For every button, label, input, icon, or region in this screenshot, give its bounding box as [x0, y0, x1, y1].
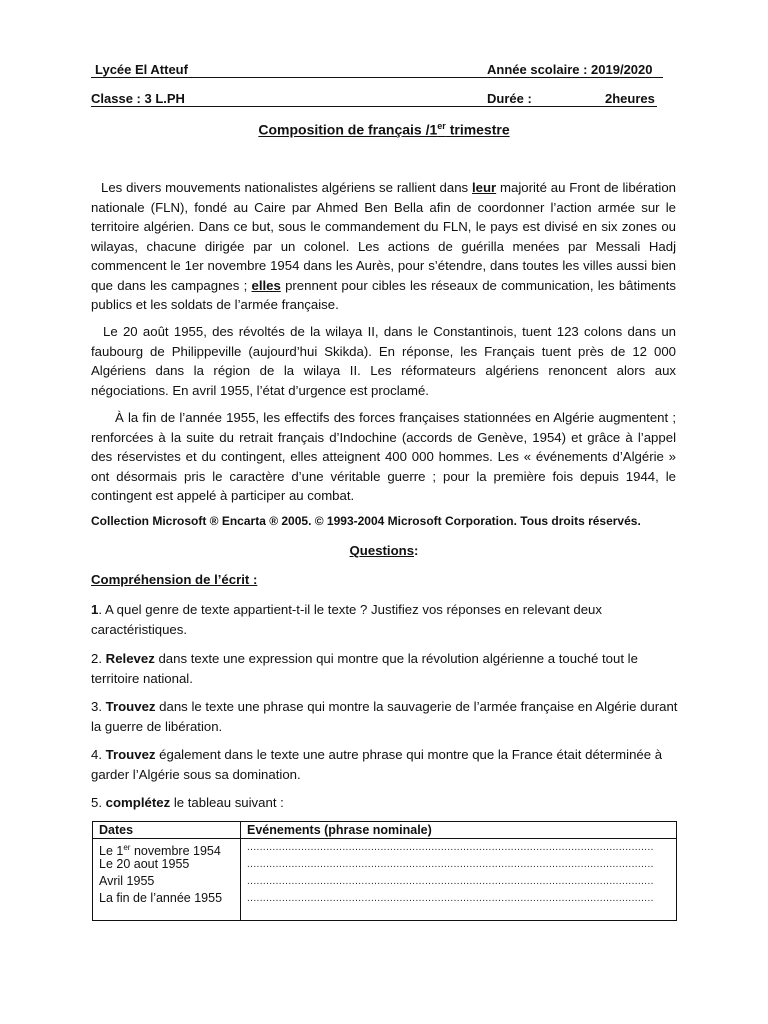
p1-part-b: majorité au Front de libération nationale (FLN), fondé au Caire par Ahmed Ben Bella afin de coordonner l’action armée sur le territoire algérien. Dans ce but, sous le commandement du FLN, le pays est divisé en six zones ou wilayas, chacune dirigée par un colonel. Les actions de guérilla menées par Messali Hadj commencent le 1er novembre 1954 dans les Aurès, pour s’étendre, dans toutes les villes aussi bien que dans les campagnes ; [91, 180, 676, 293]
date-1-post: novembre 1954 [130, 844, 221, 856]
q2-number: 2. [91, 651, 102, 666]
questions-heading-colon: : [414, 543, 419, 558]
q2-text: dans texte une expression qui montre que la révolution algérienne a touché tout le territoire national. [91, 651, 638, 686]
text-paragraph-2: Le 20 août 1955, des révoltés de la wilaya II, dans le Constantinois, tuent 123 colons dans un faubourg de Philippeville (aujourd’hui Skikda). En réponse, les Français tuent près de 12 000 Algériens dans la région de la wilaya II. Les réformateurs algériens renoncent alors aux négociations. En avril 1955, l’état d’urgence est proclamé. [91, 324, 676, 398]
date-row-3: Avril 1955 [99, 874, 155, 888]
text-paragraph-3: À la fin de l’année 1955, les effectifs des forces françaises stationnées en Algérie augmentent ; renforcées à la suite du retrait français d’Indochine (accords de Genève, 1954) et grâce à l’appel des réservistes et du contingent, elles atteignent 400 000 hommes. Les « événements d’Algérie » ont désormais pris le caractère d’une véritable guerre ; pour la première fois depuis 1944, le contingent est appelé à participer au combat. [91, 410, 676, 503]
text-paragraph-1 [91, 178, 676, 315]
table-header-row [93, 822, 677, 839]
table-body-row [93, 839, 677, 921]
q3-verb: Trouvez [105, 699, 156, 714]
answer-line-2[interactable]: ................................................................................................................................ [247, 859, 654, 870]
q5-number: 5. [91, 795, 102, 810]
duration-label: Durée : [487, 91, 532, 106]
p1-part-c: prennent pour cibles les réseaux de communication, les bâtiments publics et les soldats de l’armée française. [91, 277, 676, 312]
q1-text: . A quel genre de texte appartient-t-il le texte ? Justifiez vos réponses en relevant deux caractéristiques. [91, 602, 602, 637]
p1-part-a: Les divers mouvements nationalistes algériens se rallient dans [101, 180, 472, 195]
q4-text: également dans le texte une autre phrase qui montre que la France était déterminée à garder l’Algérie sous sa domination. [91, 747, 663, 782]
section-comprehension: Compréhension de l’écrit : [91, 572, 258, 587]
page-title [0, 121, 768, 138]
q3-number: 3. [91, 699, 102, 714]
q4-number: 4. [91, 747, 102, 762]
q4-verb: Trouvez [105, 747, 156, 762]
title-main: Composition de français /1 [258, 121, 438, 138]
p1-leur: leur [471, 180, 497, 195]
title-suffix: trimestre [445, 121, 510, 138]
question-4 [91, 745, 681, 784]
q3-text: dans le texte une phrase qui montre la sauvagerie de l’armée française en Algérie durant la guerre de libération. [91, 699, 678, 734]
col-dates: Dates [93, 822, 241, 839]
duration-value: 2heures [605, 91, 655, 106]
header-rule-1 [91, 77, 663, 78]
col-events: Evénements (phrase nominale) [241, 822, 677, 839]
question-5 [91, 793, 681, 813]
dates-cell [93, 839, 241, 921]
title-sup: er [437, 121, 446, 131]
class-label: Classe : 3 L.PH [91, 91, 185, 106]
questions-heading-text: Questions [349, 543, 415, 558]
answer-line-4[interactable]: ................................................................................................................................ [247, 893, 654, 904]
question-3 [91, 697, 681, 736]
school-year: Année scolaire : 2019/2020 [487, 62, 653, 77]
q1-number: 1 [91, 602, 99, 617]
events-cell[interactable] [241, 839, 677, 921]
events-table [92, 821, 677, 921]
date-row-2: Le 20 aout 1955 [99, 857, 190, 871]
source-credit: Collection Microsoft ® Encarta ® 2005. © 1993-2004 Microsoft Corporation. Tous droits réservés. [91, 514, 641, 528]
question-1 [91, 600, 681, 639]
school-name: Lycée El Atteuf [95, 62, 188, 77]
questions-heading [0, 543, 768, 558]
question-2 [91, 649, 681, 688]
answer-line-1[interactable]: ................................................................................................................................ [247, 842, 654, 853]
header-rule-2 [91, 106, 657, 107]
date-1-pre: Le 1 [99, 844, 124, 856]
answer-line-3[interactable]: ................................................................................................................................ [247, 876, 654, 887]
date-row-1 [99, 839, 234, 856]
date-row-4: La fin de l’année 1955 [99, 891, 223, 905]
q5-verb: complétez [105, 795, 171, 810]
q5-text: le tableau suivant : [170, 795, 284, 810]
date-1-sup: er [123, 843, 131, 852]
p1-elles: elles [251, 277, 281, 293]
q2-verb: Relevez [105, 651, 155, 666]
